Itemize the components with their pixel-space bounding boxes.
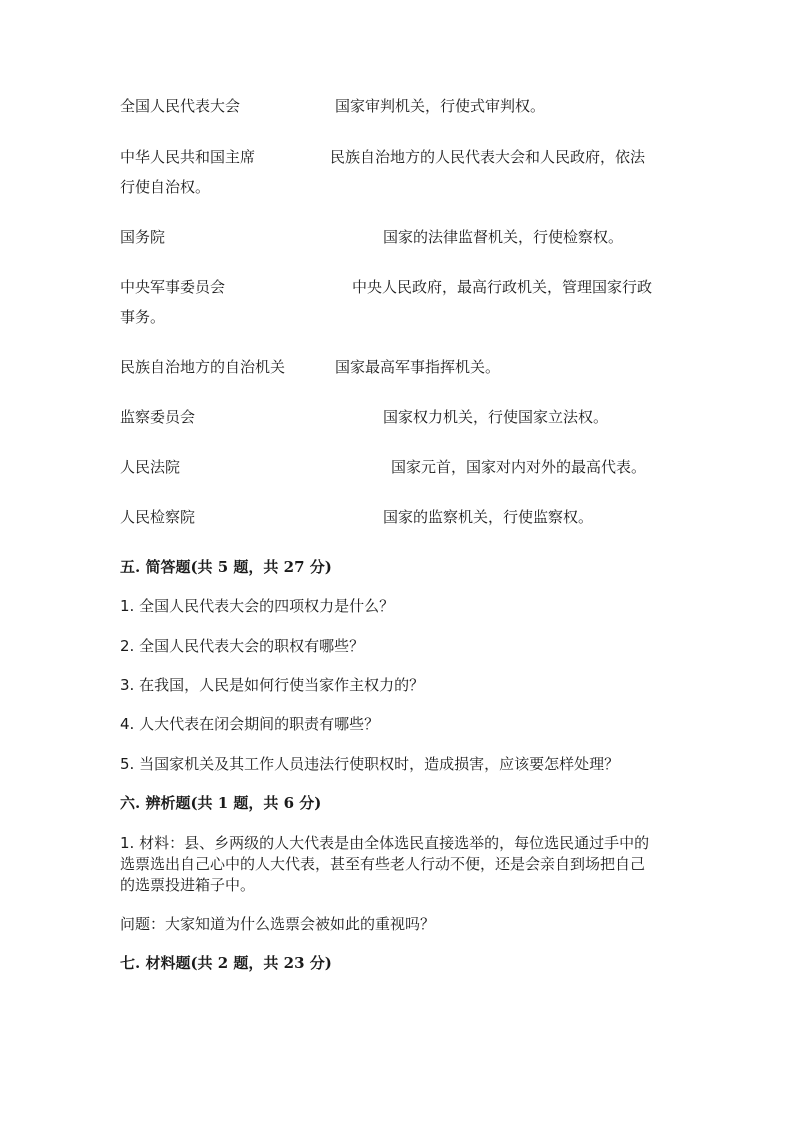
match-left-3: 国务院 [120,228,166,246]
section7-heading: 七. 材料题(共 2 题，共 23 分) [120,954,332,972]
match-row-6 [120,407,680,427]
match-left-1: 全国人民代表大会 [120,97,241,115]
match-right-4: 中央人民政府，最高行政机关，管理国家行政 [352,278,653,296]
match-left-2: 中华人民共和国主席 [120,148,256,166]
section5-heading: 五. 简答题(共 5 题，共 27 分) [120,558,332,576]
match-row-8 [120,507,680,527]
match-left-5: 民族自治地方的自治机关 [120,358,286,376]
match-left-4: 中央军事委员会 [120,278,226,296]
section5-question-5: 5. 当国家机关及其工作人员违法行使职权时，造成损害，应该要怎样处理？ [120,755,620,773]
match-right-2: 民族自治地方的人民代表大会和人民政府，依法 [330,148,646,166]
section5-question-2: 2. 全国人民代表大会的职权有哪些？ [120,637,365,655]
section6-question: 问题：大家知道为什么选票会被如此的重视吗？ [120,915,436,933]
match-row-1 [120,96,680,116]
section6-heading: 六. 辨析题(共 1 题，共 6 分) [120,794,322,812]
section5-question-1: 1. 全国人民代表大会的四项权力是什么？ [120,597,395,615]
match-left-7: 人民法院 [120,458,181,476]
section5-question-4: 4. 人大代表在闭会期间的职责有哪些？ [120,715,380,733]
match-row-3 [120,227,680,247]
match-row-7 [120,457,680,477]
match-right-1: 国家审判机关，行使式审判权。 [335,97,546,115]
match-left-8: 人民检察院 [120,508,196,526]
match-right-8: 国家的监察机关，行使监察权。 [383,508,594,526]
match-row-2 [120,147,680,167]
match-continuation-2: 行使自治权。 [120,178,211,196]
match-right-5: 国家最高军事指挥机关。 [335,358,501,376]
section5-question-3: 3. 在我国，人民是如何行使当家作主权力的？ [120,676,425,694]
section6-material-line-1: 1. 材料：县、乡两级的人大代表是由全体选民直接选举的，每位选民通过手中的 [120,834,650,852]
match-right-6: 国家权力机关，行使国家立法权。 [383,408,609,426]
section6-material-line-3: 的选票投进箱子中。 [120,876,256,894]
match-right-7: 国家元首，国家对内对外的最高代表。 [391,458,647,476]
match-right-3: 国家的法律监督机关，行使检察权。 [383,228,624,246]
match-row-4 [120,277,680,297]
match-continuation-4: 事务。 [120,308,166,326]
match-left-6: 监察委员会 [120,408,196,426]
match-row-5 [120,357,680,377]
section6-material-line-2: 选票选出自己心中的人大代表，甚至有些老人行动不便，还是会亲自到场把自己 [120,855,646,873]
